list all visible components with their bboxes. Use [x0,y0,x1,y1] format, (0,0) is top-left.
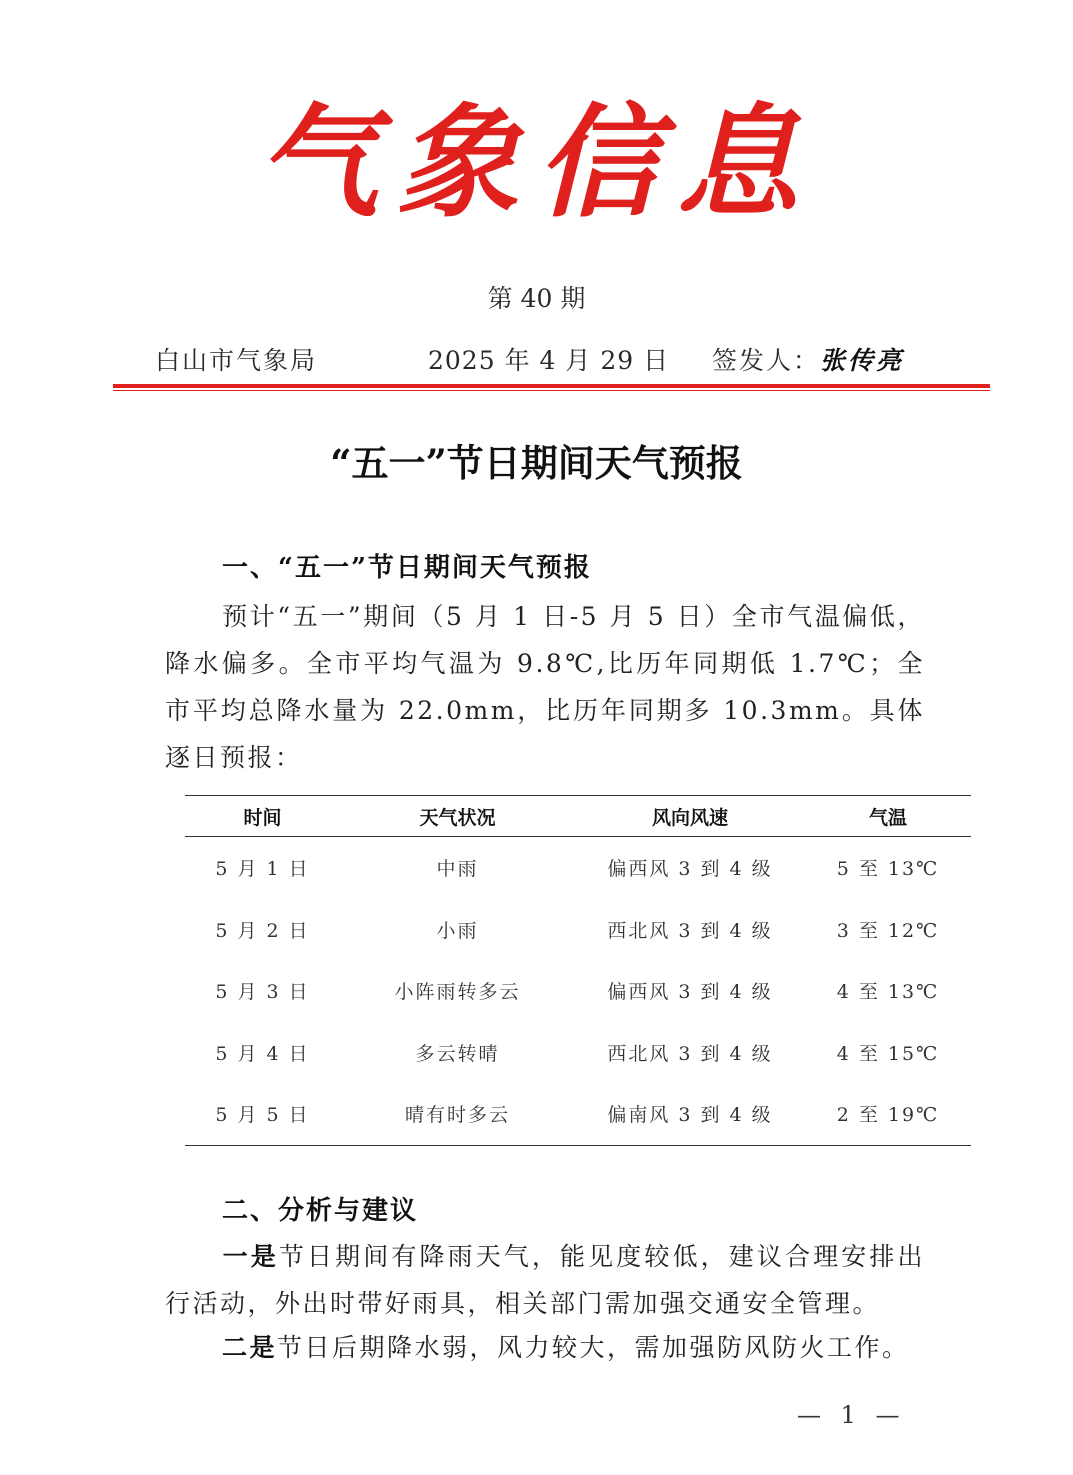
section2-item1 [165,1233,925,1327]
masthead-logo: 气象信息 [256,90,817,234]
signer [712,344,904,378]
item2-lead: 二是 [222,1333,278,1362]
cell-wind: 偏西风 3 到 4 级 [607,981,773,1004]
cell-wind: 偏南风 3 到 4 级 [575,1083,805,1145]
cell-temperature: 5 至 13℃ [836,858,940,881]
header-weather: 天气状况 [340,796,575,837]
document-title: “五一”节日期间天气预报 [330,441,743,485]
header-rule-thick [113,384,990,388]
header-wind: 风向风速 [575,796,805,837]
cell-weather: 多云转晴 [415,1042,500,1065]
table-row [185,1083,971,1145]
cell-time: 5 月 5 日 [185,1083,340,1145]
forecast-table [185,795,971,1146]
signer-label: 签发人： [712,346,821,375]
cell-weather: 小阵雨转多云 [394,981,521,1004]
section2-item2 [165,1324,925,1371]
cell-temperature: 4 至 15℃ [836,1042,940,1065]
item1-lead: 一是 [222,1242,279,1271]
cell-wind: 偏西风 3 到 4 级 [607,858,773,881]
header-temperature: 气温 [805,796,971,837]
cell-temperature: 4 至 13℃ [836,981,940,1004]
table-row [185,899,971,961]
cell-weather: 小雨 [436,919,479,942]
cell-time: 5 月 1 日 [215,858,310,881]
header-rule-thin [113,390,990,391]
signer-signature: 张传亮 [820,346,905,375]
issuer-name: 白山市气象局 [155,346,318,375]
issue-date: 2025 年 4 月 29 日 [428,346,670,375]
section1-heading: 一、“五一”节日期间天气预报 [222,553,592,583]
header-time: 时间 [185,796,340,837]
table-row [185,960,971,1022]
cell-time: 5 月 4 日 [215,1042,310,1065]
cell-wind: 西北风 3 到 4 级 [607,1042,773,1065]
item2-text: 节日后期降水弱，风力较大，需加强防风防火工作。 [277,1333,910,1362]
cell-wind: 西北风 3 到 4 级 [607,919,773,942]
section1-paragraph-text: 预计“五一”期间（5 月 1 日-5 月 5 日）全市气温偏低，降水偏多。全市平均气温为 9.8℃,比历年同期低 1.7℃；全市平均总降水量为 22.0mm，比历年同期多 10.3mm。具体逐日预报： [165,602,925,772]
cell-time: 5 月 3 日 [215,981,310,1004]
cell-time: 5 月 2 日 [215,919,310,942]
item1-text: 节日期间有降雨天气，能见度较低，建议合理安排出行活动，外出时带好雨具，相关部门需加强交通安全管理。 [165,1242,925,1318]
cell-weather: 晴有时多云 [340,1083,575,1145]
cell-temperature: 2 至 19℃ [805,1083,971,1145]
cell-weather: 中雨 [436,858,479,881]
table-row [185,837,971,899]
table-row [185,1022,971,1084]
section2-heading: 二、分析与建议 [222,1196,419,1226]
table-header-row [185,796,971,837]
forecast-table-wrapper [185,795,971,1146]
issue-number: 第 40 期 [487,284,586,313]
page-number: — 1 — [797,1401,906,1429]
cell-temperature: 3 至 12℃ [836,919,940,942]
section1-paragraph [165,593,925,781]
